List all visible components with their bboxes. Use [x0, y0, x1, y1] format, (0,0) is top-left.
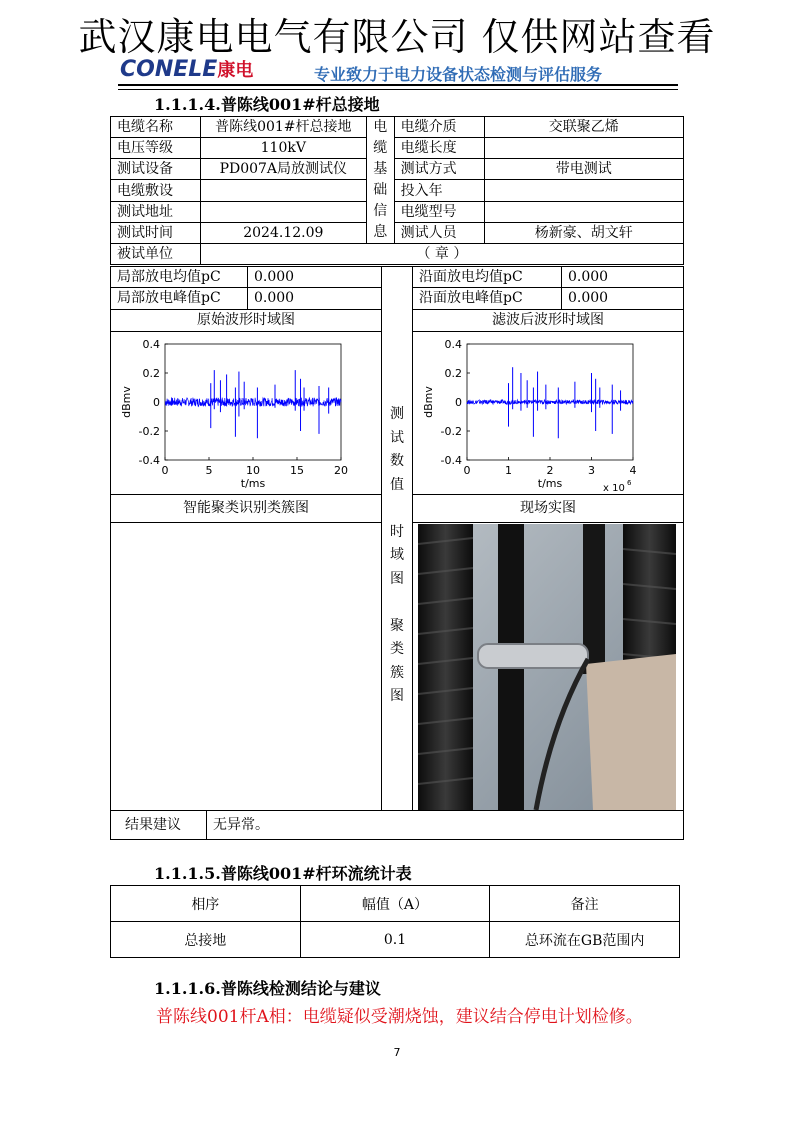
section-heading-115: 1.1.1.5.普陈线001#杆环流统计表: [154, 864, 412, 883]
mid-char: 时: [390, 523, 404, 540]
cell-phase: 总接地: [111, 922, 301, 958]
address-label: 测试地址: [111, 201, 201, 222]
company-logo: [120, 56, 253, 82]
result-label: 结果建议: [110, 810, 207, 840]
y-tick-label: 0: [153, 396, 160, 409]
pd-avg-value: 0.000: [247, 266, 382, 288]
model-value: [484, 201, 683, 222]
x-multiplier-exp: 6: [627, 479, 632, 487]
loop-current-table: [110, 885, 680, 958]
x-tick-label: 15: [290, 464, 304, 477]
mid-char: 图: [390, 570, 404, 587]
model-label: 电缆型号: [394, 201, 484, 222]
unit-label: 被试单位: [111, 244, 201, 265]
y-tick-label: -0.4: [138, 454, 160, 467]
section-heading-116: 1.1.1.6.普陈线检测结论与建议: [154, 979, 381, 998]
conclusion-text: 普陈线001杆A相：电缆疑似受潮烧蚀，建议结合停电计划检修。: [156, 1007, 643, 1027]
address-value: [200, 201, 366, 222]
pd-peak-value: 0.000: [247, 287, 382, 310]
x-tick-label: 20: [334, 464, 348, 477]
result-value: 无异常。: [206, 810, 684, 840]
grp-char: 缆: [373, 140, 388, 156]
grp-char: 电: [373, 119, 388, 135]
y-tick-label: 0.4: [142, 338, 160, 351]
mid-char: [382, 497, 412, 521]
logo-text: CONELE: [120, 57, 218, 82]
cluster-area: [110, 522, 382, 811]
x-tick-label: 10: [246, 464, 260, 477]
y-tick-label: 0.4: [444, 338, 462, 351]
cell-remark: 总环流在GB范围内: [490, 922, 680, 958]
time-value: 2024.12.09: [200, 222, 366, 243]
y-tick-label: 0.2: [142, 367, 160, 380]
logo-cn: 康电: [217, 60, 254, 81]
year-label: 投入年: [394, 180, 484, 201]
header-rule: [118, 84, 678, 86]
sd-peak-value: 0.000: [561, 287, 684, 310]
x-tick-label: 2: [546, 464, 554, 477]
mid-char: [382, 591, 412, 615]
slogan: 专业致力于电力设备状态检测与评估服务: [314, 65, 603, 84]
column-header-phase: 相序: [111, 886, 301, 922]
length-value: [484, 138, 683, 159]
grp-char: 基: [373, 161, 388, 177]
filtered-wave-svg: [413, 332, 683, 494]
y-tick-label: -0.4: [440, 454, 462, 467]
basic-info-group-label: [366, 117, 394, 244]
pd-peak-label: 局部放电峰值pC: [110, 287, 248, 310]
mid-char: 数: [390, 453, 404, 469]
mid-char: 试: [390, 429, 404, 446]
voltage-value: 110kV: [200, 138, 366, 159]
x-tick-label: 4: [629, 464, 637, 477]
header-rule-thin: [118, 89, 678, 90]
voltage-label: 电压等级: [111, 138, 201, 159]
time-label: 测试时间: [111, 222, 201, 243]
x-axis-label: t/ms: [537, 477, 563, 490]
y-tick-label: 0: [455, 396, 462, 409]
tester-label: 测试人员: [394, 222, 484, 243]
mid-char: 簇: [390, 664, 404, 681]
section-heading-114: 1.1.1.4.普陈线001#杆总接地: [154, 95, 380, 114]
y-tick-label: -0.2: [138, 425, 160, 438]
x-tick-label: 5: [205, 464, 213, 477]
table-row: [111, 922, 680, 958]
method-label: 测试方式: [394, 159, 484, 180]
tester-value: 杨新豪、胡文轩: [484, 222, 683, 243]
y-axis-label: dBmv: [120, 386, 133, 418]
laying-label: 电缆敷设: [111, 180, 201, 201]
cable-name-label: 电缆名称: [111, 117, 201, 138]
grp-char: 息: [373, 224, 388, 240]
method-value: 带电测试: [484, 159, 683, 180]
filtered-wave-chart: [413, 332, 683, 494]
y-tick-label: -0.2: [440, 425, 462, 438]
mid-char: 域: [390, 547, 404, 563]
device-label: 测试设备: [111, 159, 201, 180]
medium-value: 交联聚乙烯: [484, 117, 683, 138]
mid-char: 类: [390, 641, 404, 657]
x-axis-label: t/ms: [240, 477, 266, 490]
unit-value: （ 章 ）: [200, 244, 683, 265]
grp-char: 础: [373, 182, 388, 198]
x-tick-label: 0: [161, 464, 169, 477]
x-tick-label: 1: [505, 464, 512, 477]
raw-wave-svg: [111, 332, 381, 494]
column-header-remark: 备注: [490, 886, 680, 922]
middle-column: [381, 266, 413, 811]
mid-char: 值: [390, 476, 404, 493]
y-axis-label: dBmv: [422, 386, 435, 418]
site-photo: [418, 524, 676, 810]
company-title: 武汉康电电气有限公司 仅供网站查看: [78, 15, 716, 59]
x-tick-label: 0: [463, 464, 471, 477]
x-tick-label: 3: [588, 464, 595, 477]
cluster-label: 智能聚类识别类簇图: [110, 494, 382, 523]
grp-char: 信: [373, 203, 388, 219]
cell-amplitude: 0.1: [300, 922, 490, 958]
mid-char: 聚: [390, 617, 404, 634]
photo-label: 现场实图: [412, 494, 684, 523]
pd-avg-label: 局部放电均值pC: [110, 266, 248, 288]
page-number: 7: [393, 1046, 401, 1059]
raw-wave-chart: [111, 332, 381, 494]
cable-name-value: 普陈线001#杆总接地: [200, 117, 366, 138]
device-value: PD007A局放测试仪: [200, 159, 366, 180]
year-value: [484, 180, 683, 201]
sd-peak-label: 沿面放电峰值pC: [412, 287, 562, 310]
x-multiplier: x 10: [603, 483, 625, 494]
laying-value: [200, 180, 366, 201]
length-label: 电缆长度: [394, 138, 484, 159]
mid-char: 测: [390, 406, 404, 422]
mid-char: 图: [390, 688, 404, 704]
sd-avg-value: 0.000: [561, 266, 684, 288]
sd-avg-label: 沿面放电均值pC: [412, 266, 562, 288]
y-tick-label: 0.2: [444, 367, 462, 380]
column-header-amplitude: 幅值（A）: [300, 886, 490, 922]
medium-label: 电缆介质: [394, 117, 484, 138]
raw-wave-label: 原始波形时域图: [110, 309, 382, 332]
cable-info-table: [110, 116, 684, 265]
filtered-wave-label: 滤波后波形时域图: [412, 309, 684, 332]
